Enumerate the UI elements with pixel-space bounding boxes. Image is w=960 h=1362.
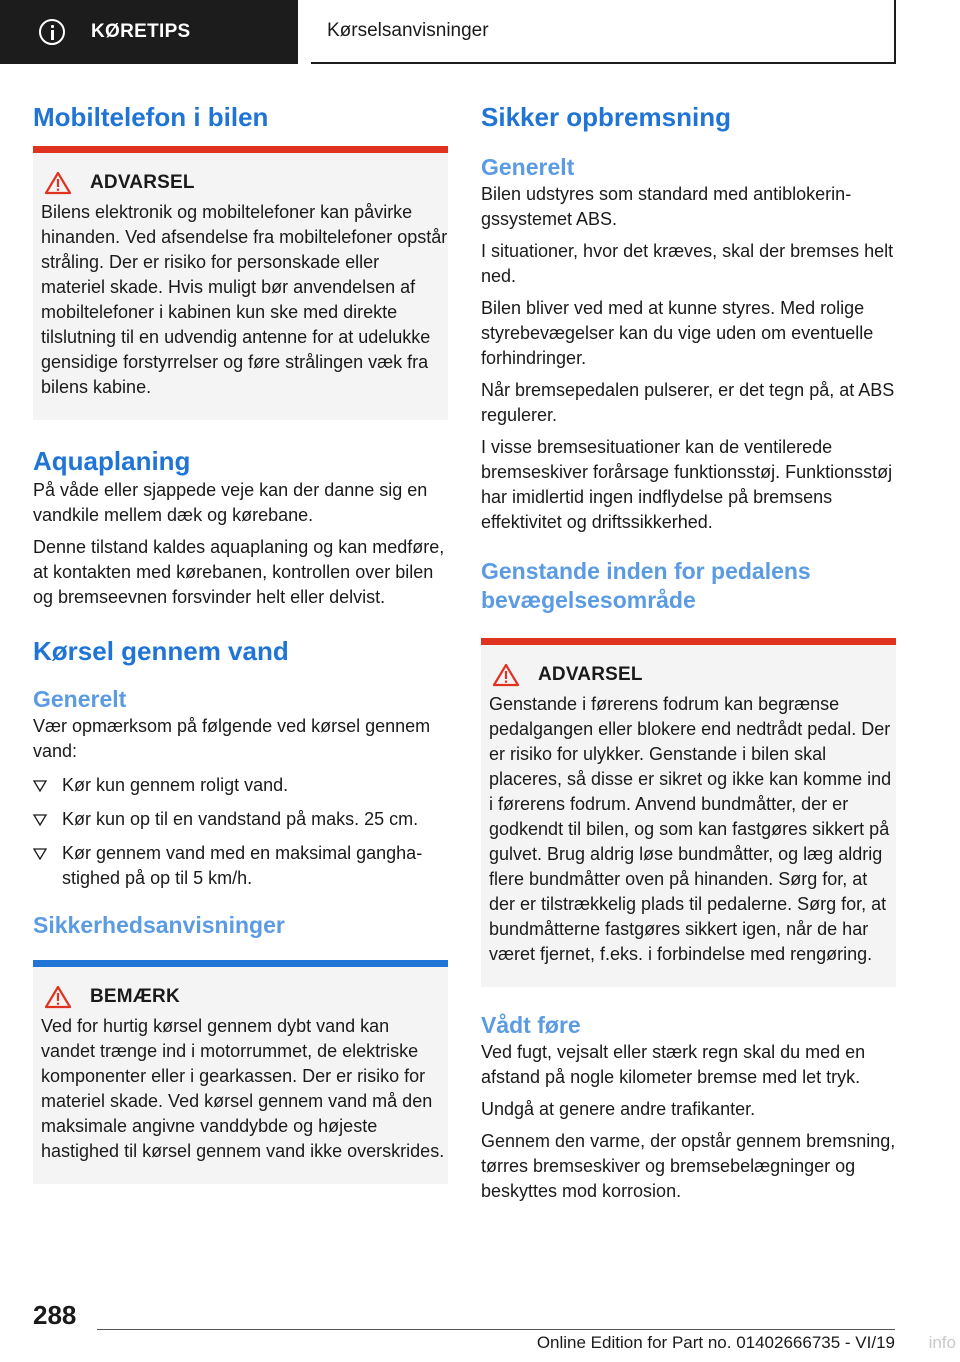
- page-number: 288: [33, 1300, 77, 1330]
- aquaplaning-paragraph-1: På våde eller sjappede veje kan der danne sig en vandkile mellem dæk og kørebane.: [33, 480, 428, 525]
- wet-paragraph-2: Undgå at genere andre trafikanter.: [481, 1099, 756, 1119]
- footer-watermark: info: [928, 1333, 956, 1352]
- subheading-general: Generelt: [481, 154, 575, 180]
- braking-paragraph-1: Bilen udstyres som standard med antiblokeringssystemet ABS.: [481, 184, 852, 229]
- warning-box-pedal: [481, 638, 896, 987]
- water-list: [33, 773, 448, 891]
- list-item: Kør kun op til en vandstand på maks. 25 cm.: [33, 807, 448, 832]
- water-intro: Vær opmærksom på følgende ved kørsel gennem vand:: [33, 716, 431, 761]
- heading-driving-through-water: Kørsel gennem vand: [33, 636, 289, 666]
- wet-paragraph-3: Gennem den varme, der opstår gennem bremsning, tørres bremseskiver og bremsebelægninger og beskyttes mod korrosion.: [481, 1131, 896, 1201]
- right-column: [481, 100, 896, 1211]
- note-header: [44, 984, 448, 1010]
- braking-paragraph-3: Bilen bliver ved med at kunne styres. Med rolige styrebevægelser kan du vige uden om eventuelle forhindringer.: [481, 298, 874, 368]
- footer-divider: [97, 1329, 895, 1330]
- chapter-title: KØRETIPS: [91, 21, 191, 42]
- warning-triangle-icon: [44, 985, 72, 1009]
- braking-paragraph-2: I situationer, hvor det kræves, skal der bremses helt ned.: [481, 241, 894, 286]
- wet-paragraph-1: Ved fugt, vejsalt eller stærk regn skal du med en afstand på nogle kilometer bremse med let tryk.: [481, 1042, 866, 1087]
- subheading-wet-roads: Vådt føre: [481, 1012, 581, 1038]
- aquaplaning-paragraph-2: Denne tilstand kaldes aquaplaning og kan medføre, at kontakten med kørebanen, kontrollen over bilen og bremseevnen forsvinder helt eller delvist.: [33, 537, 445, 607]
- info-icon: [39, 19, 65, 45]
- triangle-bullet-icon: [33, 780, 47, 792]
- warning-text: Genstande i førerens fodrum kan begrænse pedalgangen eller blokere end nedtrådt pedal. Der er risiko for ulykker. Genstande i bilen skal placeres, så disse er sikret og ikke kan komme ind i førerens fodrum. Anvend bundmåtter, der er godkendt til bilen, og som kan fastgøres sikkert på gulvet. Brug aldrig løse bundmåtter, og læg aldrig flere bundmåtter oven på hinanden. Sørg for, at der er tilstrækkelig plads til pedalerne. Sørg for, at bundmåtterne fastgøres sikkert igen, når de har været fjernet, f.eks. i forbindelse med rengøring.: [489, 694, 892, 964]
- triangle-bullet-icon: [33, 848, 47, 860]
- subheading-pedal-area: Genstande inden for pedalens bevægelsesområde: [481, 558, 811, 613]
- chapter-header[interactable]: [0, 0, 298, 64]
- warning-header: [44, 170, 448, 196]
- left-column: [33, 100, 448, 1184]
- note-label: BEMÆRK: [90, 986, 180, 1007]
- heading-aquaplaning: Aquaplaning: [33, 446, 191, 476]
- heading-safe-braking: Sikker opbremsning: [481, 102, 731, 132]
- subheading-safety: Sikkerhedsanvisninger: [33, 912, 285, 938]
- warning-label: ADVARSEL: [90, 172, 195, 193]
- list-item: Kør kun gennem roligt vand.: [33, 773, 448, 798]
- list-item: Kør gennem vand med en maksimal ganghastighed på op til 5 km/h.: [33, 841, 448, 891]
- triangle-bullet-icon: [33, 814, 47, 826]
- warning-text: Bilens elektronik og mobiltelefoner kan påvirke hinanden. Ved afsendelse fra mobiltelefoner opstår stråling. Der er risiko for personskade eller materiel skade. Hvis muligt bør anvendelsen af mobiltelefoner i kabinen kun ske med direkte tilslutning til en udvendig antenne for at udelukke gensidige forstyrrelser og føre strålingen væk fra bilens kabine.: [41, 202, 448, 397]
- subheading-general: Generelt: [33, 686, 127, 712]
- warning-triangle-icon: [44, 171, 72, 195]
- note-text: Ved for hurtig kørsel gennem dybt vand kan vandet trænge ind i motorrummet, de elektriske komponenter eller i gearkassen. Der er risiko for materiel skade. Ved kørsel gennem vand må den maksimale angivne vanddybde og højeste hastighed til kørsel gennem vand ikke overskrides.: [41, 1016, 445, 1161]
- braking-paragraph-4: Når bremsepedalen pulserer, er det tegn på, at ABS regulerer.: [481, 380, 895, 425]
- warning-header: [492, 662, 896, 688]
- heading-mobile-phone: Mobiltelefon i bilen: [33, 102, 269, 132]
- warning-box-mobile: [33, 146, 448, 420]
- note-box-water: [33, 960, 448, 1184]
- section-title: Kørselsanvisninger: [327, 20, 489, 41]
- footer-edition: Online Edition for Part no. 01402666735 - VI/19: [536, 1333, 895, 1352]
- warning-triangle-icon: [492, 663, 520, 687]
- section-header: [311, 0, 896, 64]
- braking-paragraph-5: I visse bremsesituationer kan de ventilerede bremseskiver forårsage funktionsstøj. Funktionsstøj har imidlertid ingen indflydelse på bremsens effektivitet og driftssikkerhed.: [481, 437, 893, 532]
- warning-label: ADVARSEL: [538, 664, 643, 685]
